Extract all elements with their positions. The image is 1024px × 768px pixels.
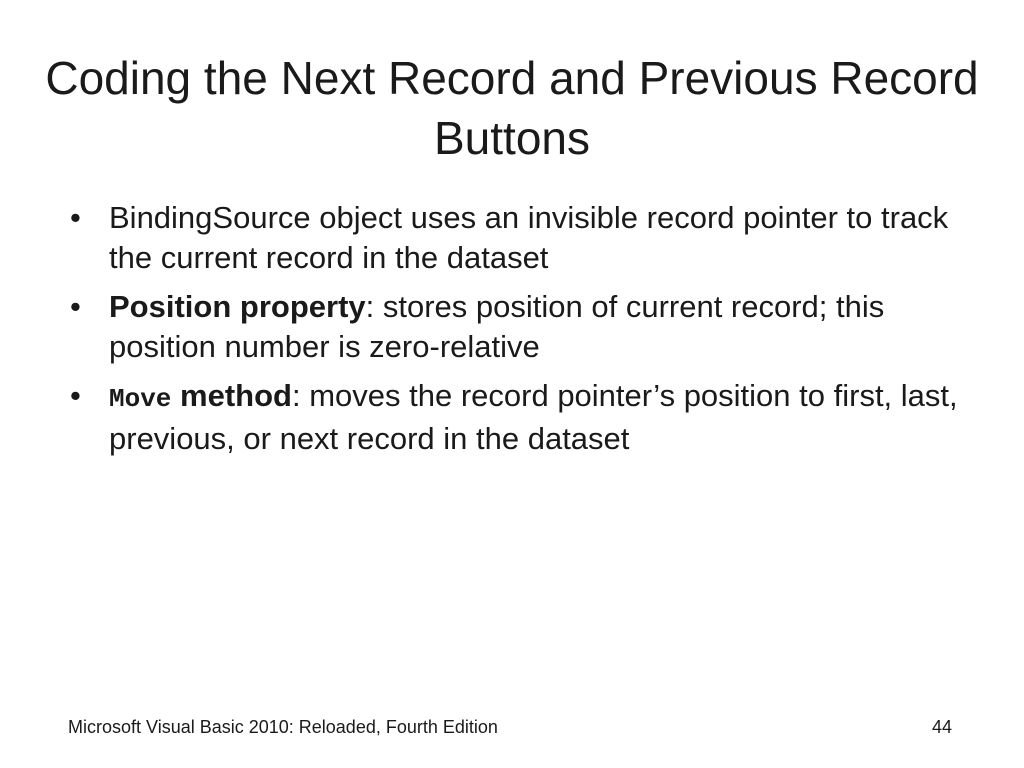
bullet-list — [70, 198, 960, 468]
bullet-code-term: Move — [109, 384, 172, 414]
bullet-marker: • — [70, 200, 81, 235]
bullet-item-binding-source — [70, 198, 960, 278]
bullet-item-move-method — [70, 376, 960, 459]
bullet-marker: • — [70, 289, 81, 324]
bullet-text: : stores position of current record; this position number is zero-relative — [109, 289, 885, 364]
bullet-term: Position property — [109, 289, 366, 324]
bullet-text: : moves the record pointer’s position to first, last, previous, or next record in the dataset — [109, 378, 958, 456]
bullet-text: BindingSource object uses an invisible record pointer to track the current record in the dataset — [109, 200, 949, 275]
bullet-marker: • — [70, 378, 81, 413]
bullet-item-position-property — [70, 287, 960, 367]
bullet-term: method — [171, 378, 292, 413]
page-number: 44 — [931, 717, 952, 737]
slide-title: Coding the Next Record and Previous Record Buttons — [45, 52, 979, 164]
footer-book-title: Microsoft Visual Basic 2010: Reloaded, Fourth Edition — [68, 717, 498, 737]
